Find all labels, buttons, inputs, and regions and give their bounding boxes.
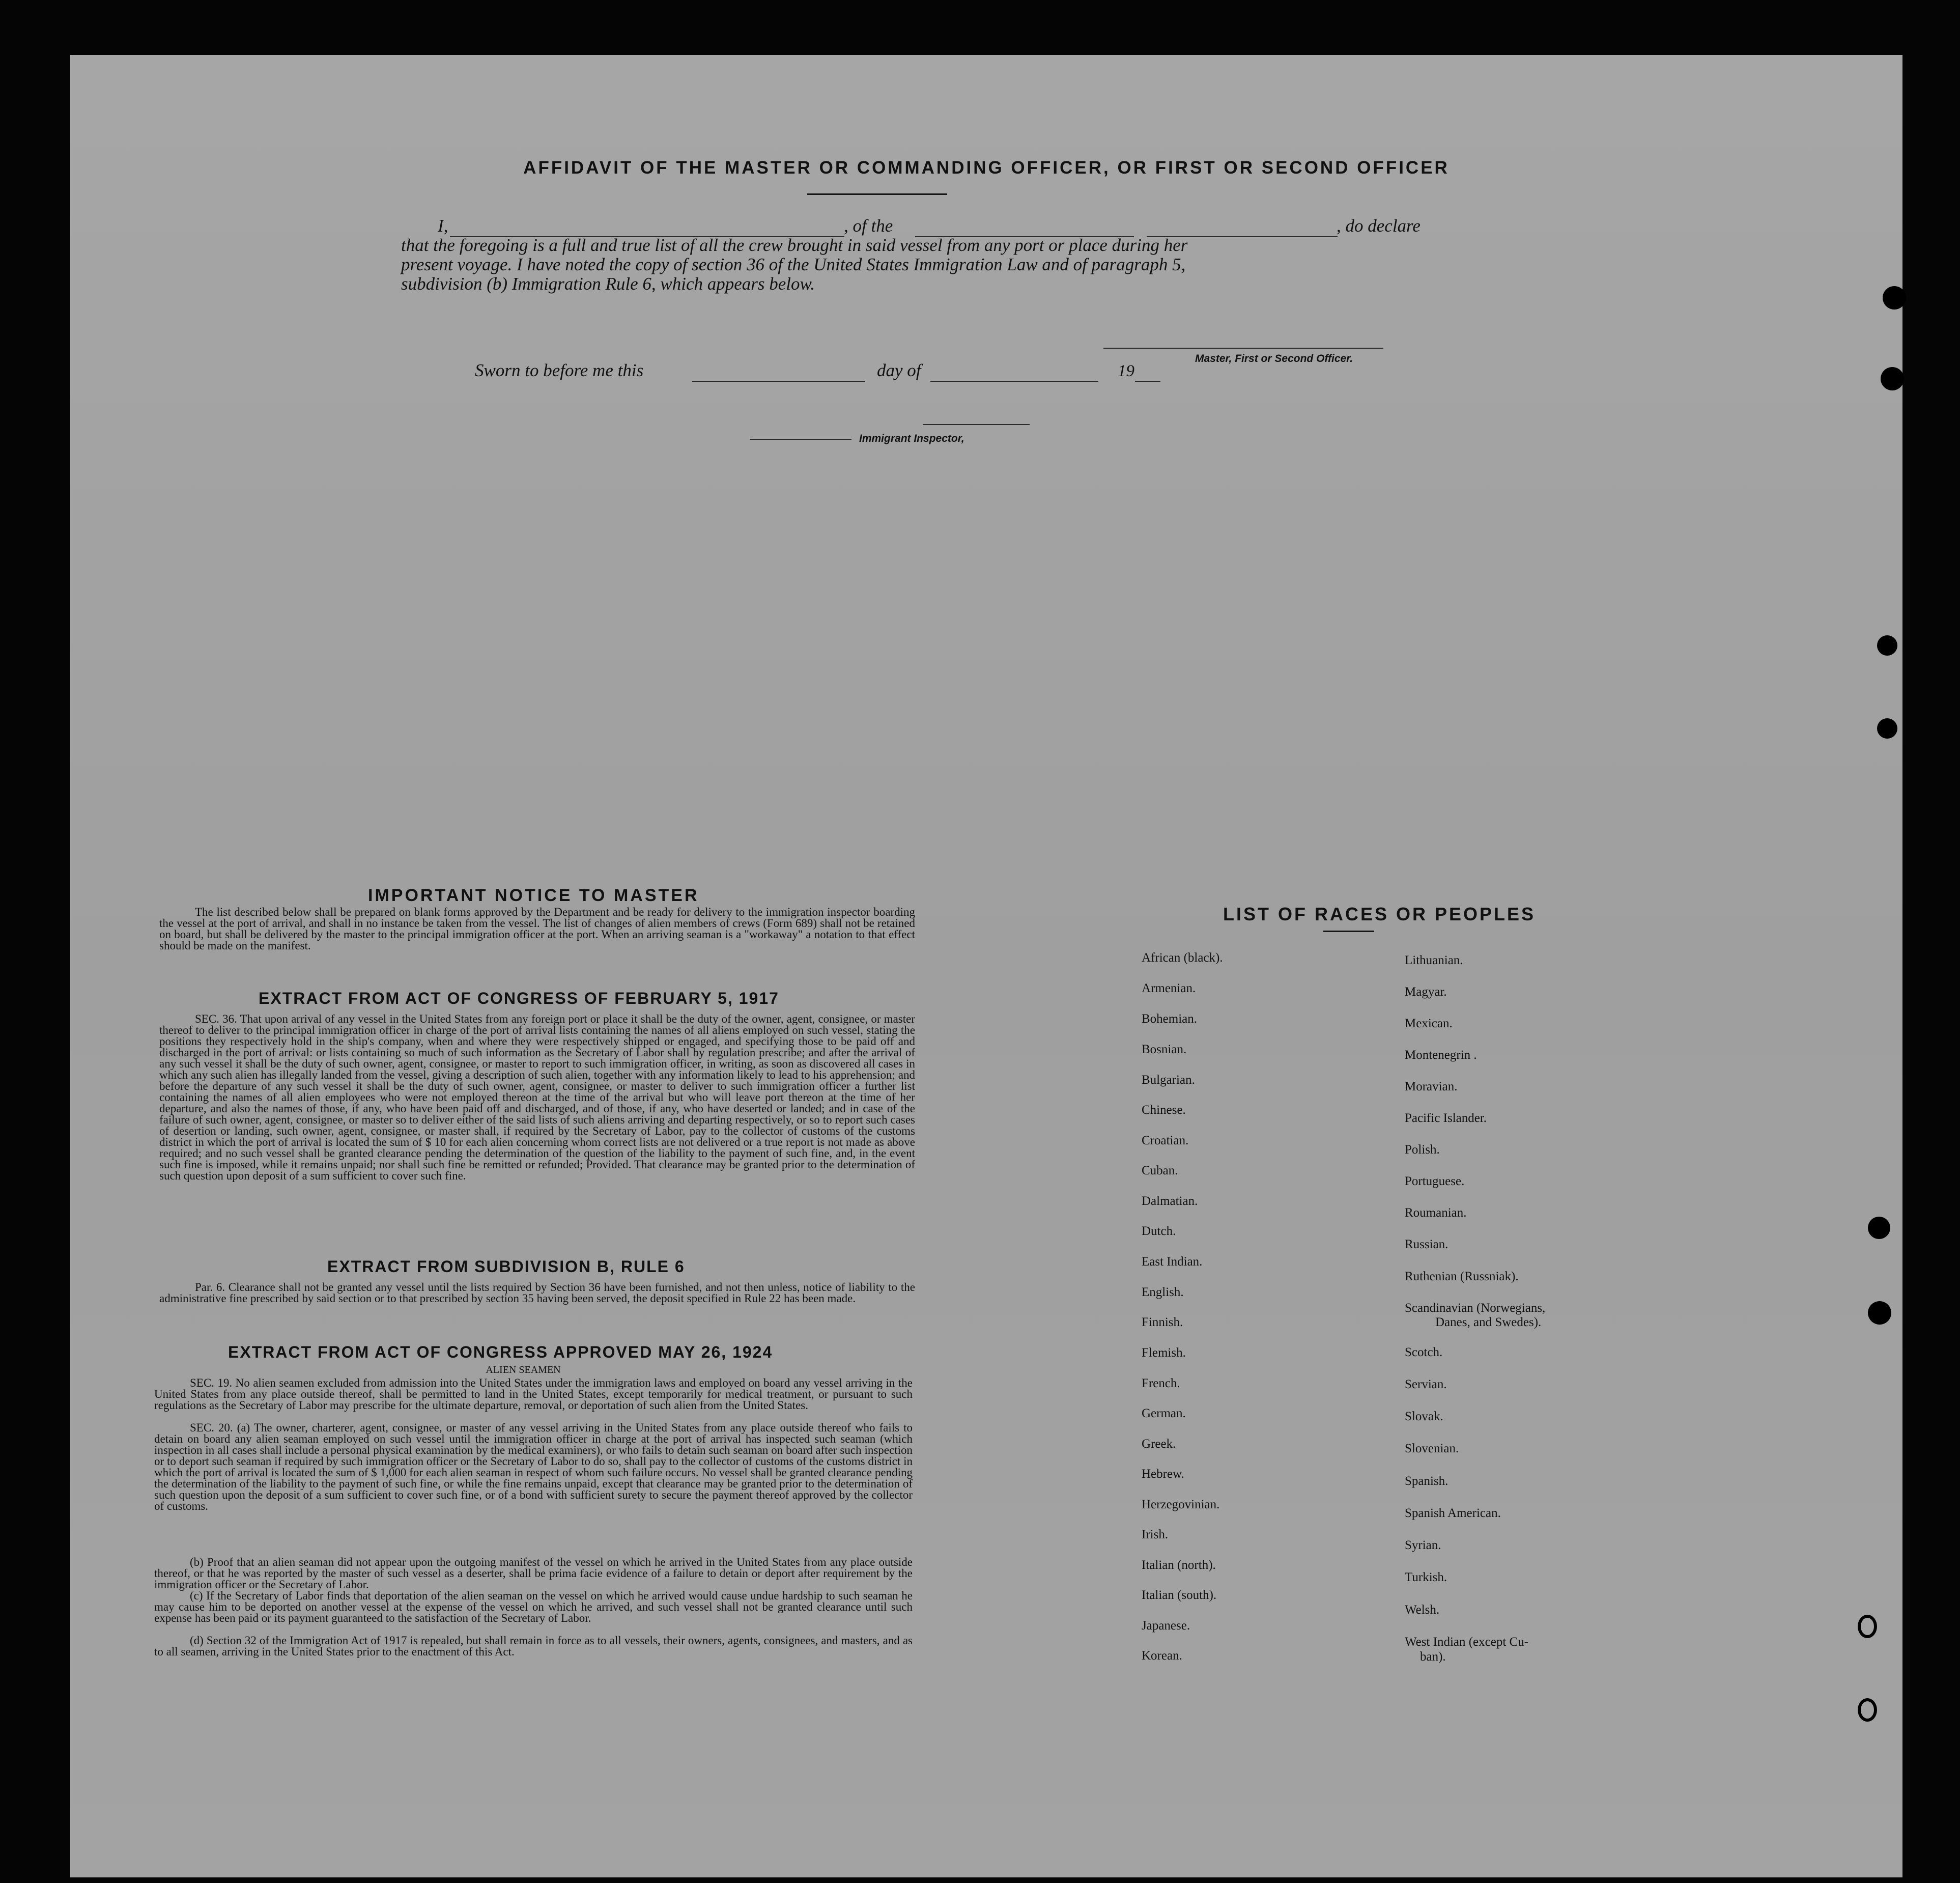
notice-title: IMPORTANT NOTICE TO MASTER	[368, 886, 699, 905]
race-item: Flemish.	[1142, 1346, 1186, 1360]
extract-1917-title: EXTRACT FROM ACT OF CONGRESS OF FEBRUARY 5, 1917	[259, 989, 779, 1007]
form-sheet	[70, 55, 1902, 1877]
race-item: Japanese.	[1142, 1619, 1190, 1633]
race-item: Chinese.	[1142, 1103, 1186, 1117]
race-item: Spanish.	[1405, 1474, 1448, 1488]
punch-hole	[1883, 286, 1906, 310]
race-item: Mexican.	[1405, 1017, 1453, 1030]
race-item: Finnish.	[1142, 1315, 1183, 1329]
affidavit-of-the: , of the	[844, 216, 893, 236]
extract-1924-sec20c: (c) If the Secretary of Labor finds that deportation of the alien seaman on the vessel on which he arrived would cause undue hardship to such seaman he may cause him to be deported on another vessel at the expense of the vessel on which he arrived, and such vessel shall not be granted clearance until such expense has been paid or its payment guaranteed to the satisfaction of the Secretary of Labor.	[154, 1589, 913, 1624]
race-item: Lithuanian.	[1405, 953, 1463, 967]
affidavit-line-3: present voyage. I have noted the copy of section 36 of the United States Immigration Law and of paragraph 5,	[401, 255, 1186, 274]
subdivision-body: Par. 6. Clearance shall not be granted any vessel until the lists required by Section 36 have been furnished, and not then unless, notice of liability to the administrative fine prescribed by said section or to that prescribed by section 35 having been served, the deposit specified in Rule 22 has been made.	[159, 1281, 915, 1305]
extract-1924-subtitle: ALIEN SEAMEN	[486, 1364, 561, 1375]
day-of-text: day of	[877, 360, 921, 380]
punch-hole	[1858, 1698, 1877, 1722]
inspector-line-top	[923, 424, 1030, 425]
race-item: Servian.	[1405, 1378, 1447, 1391]
race-item: East Indian.	[1142, 1255, 1203, 1269]
affidavit-i: I,	[438, 216, 448, 236]
race-item: Irish.	[1142, 1528, 1169, 1541]
punch-hole	[1868, 1217, 1890, 1239]
race-item: Scotch.	[1405, 1345, 1443, 1359]
race-item: Montenegrin .	[1405, 1048, 1477, 1062]
race-item: Herzegovinian.	[1142, 1498, 1220, 1511]
race-item: Roumanian.	[1405, 1206, 1467, 1220]
punch-hole	[1868, 1301, 1891, 1325]
punch-hole	[1881, 367, 1904, 390]
race-item: Danes, and Swedes).	[1435, 1315, 1542, 1329]
race-item: West Indian (except Cu-	[1405, 1635, 1529, 1649]
inspector-signature-line[interactable]	[750, 439, 851, 440]
year-blank[interactable]	[1135, 381, 1160, 382]
race-item: English.	[1142, 1285, 1184, 1299]
race-item: Italian (south).	[1142, 1588, 1217, 1602]
sworn-text: Sworn to before me this	[475, 360, 644, 380]
race-item: Welsh.	[1405, 1603, 1440, 1617]
race-item: Magyar.	[1405, 985, 1447, 999]
sworn-day-blank[interactable]	[692, 381, 865, 382]
race-item: Moravian.	[1405, 1080, 1458, 1093]
race-item: Dalmatian.	[1142, 1194, 1198, 1208]
inspector-caption: Immigrant Inspector,	[859, 433, 964, 444]
affidavit-line-2: that the foregoing is a full and true list of all the crew brought in said vessel from any port or place during her	[401, 235, 1188, 255]
extract-1924-sec20d: (d) Section 32 of the Immigration Act of 1917 is repealed, but shall remain in force as to all vessels, their owners, agents, consignees, and masters, and as to all seamen, arriving in the United States prior to the enactment of this Act.	[154, 1634, 913, 1658]
races-title: LIST OF RACES OR PEOPLES	[1223, 904, 1536, 924]
race-item: African (black).	[1142, 951, 1223, 965]
punch-hole	[1877, 635, 1897, 656]
title-underline	[807, 193, 947, 195]
race-item: Syrian.	[1405, 1538, 1441, 1552]
race-item: Ruthenian (Russniak).	[1405, 1270, 1519, 1283]
race-item: Russian.	[1405, 1238, 1448, 1251]
race-item: Croatian.	[1142, 1134, 1189, 1147]
race-item: Armenian.	[1142, 981, 1196, 995]
affidavit-title: AFFIDAVIT OF THE MASTER OR COMMANDING OFFICER, OR FIRST OR SECOND OFFICER	[523, 158, 1450, 178]
race-item: Portuguese.	[1405, 1174, 1465, 1188]
race-item: Dutch.	[1142, 1224, 1176, 1238]
race-item: Turkish.	[1405, 1570, 1447, 1584]
race-item: Hebrew.	[1142, 1467, 1184, 1481]
affidavit-line-4: subdivision (b) Immigration Rule 6, which appears below.	[401, 274, 815, 294]
extract-1924-sec20b: (b) Proof that an alien seaman did not appear upon the outgoing manifest of the vessel on which he arrived in the United States from any place outside thereof, or that he was reported by the master of such vessel as a deserter, shall be prima facie evidence of a failure to detain or deport after requirement by the immigration officer or the Secretary of Labor.	[154, 1556, 913, 1591]
race-item: Italian (north).	[1142, 1558, 1216, 1572]
race-item: Slovak.	[1405, 1410, 1443, 1423]
race-item: French.	[1142, 1376, 1180, 1390]
race-item: Greek.	[1142, 1437, 1176, 1451]
race-item: Bohemian.	[1142, 1012, 1198, 1026]
race-item: Korean.	[1142, 1649, 1182, 1663]
sworn-month-blank[interactable]	[930, 381, 1098, 382]
notice-body: The list described below shall be prepared on blank forms approved by the Department and be ready for delivery to the immigration inspector boarding the vessel at the port of arrival, and shall in no instance be taken from the vessel. The list of changes of alien members of crews (Form 689) shall not be retained on board, but shall be delivered by the master to the principal immigration officer at the port. When an arriving seaman is a "workaway" a notation to that effect should be made on the manifest.	[159, 906, 915, 952]
race-item: Polish.	[1405, 1143, 1440, 1157]
master-signature-line[interactable]	[1103, 348, 1383, 349]
race-item: Pacific Islander.	[1405, 1111, 1487, 1125]
extract-1924-sec19: SEC. 19. No alien seamen excluded from admission into the United States under the immigration laws and employed on board any vessel arriving in the United States from any place outside thereof, shall be permitted to land in the United States, except temporarily for medical treatment, or pursuant to such regulations as the Secretary of Labor may prescribe for the ultimate departure, removal, or deportation of such alien from the United States.	[154, 1376, 913, 1412]
races-title-underline	[1323, 931, 1374, 932]
race-item: ban).	[1420, 1650, 1446, 1664]
master-caption: Master, First or Second Officer.	[1195, 353, 1353, 364]
extract-1917-body: SEC. 36. That upon arrival of any vessel in the United States from any foreign port or place it shall be the duty of the owner, agent, consignee, or master thereof to deliver to the principal immigration officer in charge of the port of arrival lists containing the names of all aliens employed on such vessel, stating the positions they respectively hold in the ship's company, when and where they were respectively shipped or engaged, and specifying those to be paid off and discharged in the port of arrival: or lists containing so much of such information as the Secretary of Labor shall by regulation prescribe; and after the arrival of any such vessel it shall be the duty of such owner, agent, consignee, or master to report to such immigration officer, in writing, as soon as discovered all cases in which any such alien has illegally landed from the vessel, giving a description of such alien, together with any information likely to lead to his apprehension; and before the departure of any such vessel it shall be the duty of such owner, agent, consignee, or master to deliver to such immigration officer a further list containing the names of all alien employees who were not employed thereon at the time of the arrival but who will leave port thereon at the time of her departure, and also the names of those, if any, who have been paid off and discharged, and of those, if any, who have deserted or landed; and in case of the failure of such owner, agent, consignee, or master so to deliver either of the said lists of such aliens arriving and departing respectively, or so to report such cases of desertion or landing, such owner, agent, consignee, or master shall, if required by the Secretary of Labor, pay to the collector of customs of the customs district in which the port of arrival is located the sum of $ 10 for each alien concerning whom correct lists are not delivered or a true report is not made as above required; and no such vessel shall be granted clearance pending the determination of the question of the liability to the payment of such fine, and, in the event such fine is imposed, while it remains unpaid; nor shall such fine be remitted or refunded; Provided. That clearance may be granted prior to the determination of such question upon deposit of a sum sufficient to cover such fine.	[159, 1013, 915, 1182]
extract-1924-title: EXTRACT FROM ACT OF CONGRESS APPROVED MAY 26, 1924	[228, 1343, 773, 1361]
extract-1924-sec20a: SEC. 20. (a) The owner, charterer, agent, consignee, or master of any vessel arriving in the United States from any place outside thereof who fails to detain on board any alien seaman employed on such vessel until the immigration officer in charge at the port of arrival has inspected such seaman (which inspection in all cases shall include a personal physical examination by the medical examiners), or who fails to detain such seaman on board after such inspection or to deport such seaman if required by such immigration officer or the Secretary of Labor to do so, shall pay to the collector of customs of the customs district in which the port of arrival is located the sum of $ 1,000 for each alien seaman in respect of whom such failure occurs. No vessel shall be granted clearance pending the determination of the liability to the payment of such fine, or while the fine remains unpaid, except that clearance may be granted prior to the determination of such question upon the deposit of a sum sufficient to cover such fine, or of a bond with sufficient surety to secure the payment thereof approved by the collector of customs.	[154, 1421, 913, 1512]
race-item: Bulgarian.	[1142, 1073, 1195, 1087]
punch-hole	[1877, 718, 1897, 739]
affidavit-do-declare: , do declare	[1337, 216, 1421, 236]
punch-hole	[1858, 1615, 1877, 1638]
year-prefix: 19	[1118, 362, 1134, 380]
race-item: Slovenian.	[1405, 1442, 1459, 1455]
race-item: Cuban.	[1142, 1164, 1178, 1177]
race-item: Bosnian.	[1142, 1043, 1187, 1056]
race-item: Spanish American.	[1405, 1506, 1501, 1520]
subdivision-title: EXTRACT FROM SUBDIVISION B, RULE 6	[327, 1257, 685, 1276]
race-item: German.	[1142, 1407, 1186, 1420]
race-item: Scandinavian (Norwegians,	[1405, 1301, 1546, 1315]
